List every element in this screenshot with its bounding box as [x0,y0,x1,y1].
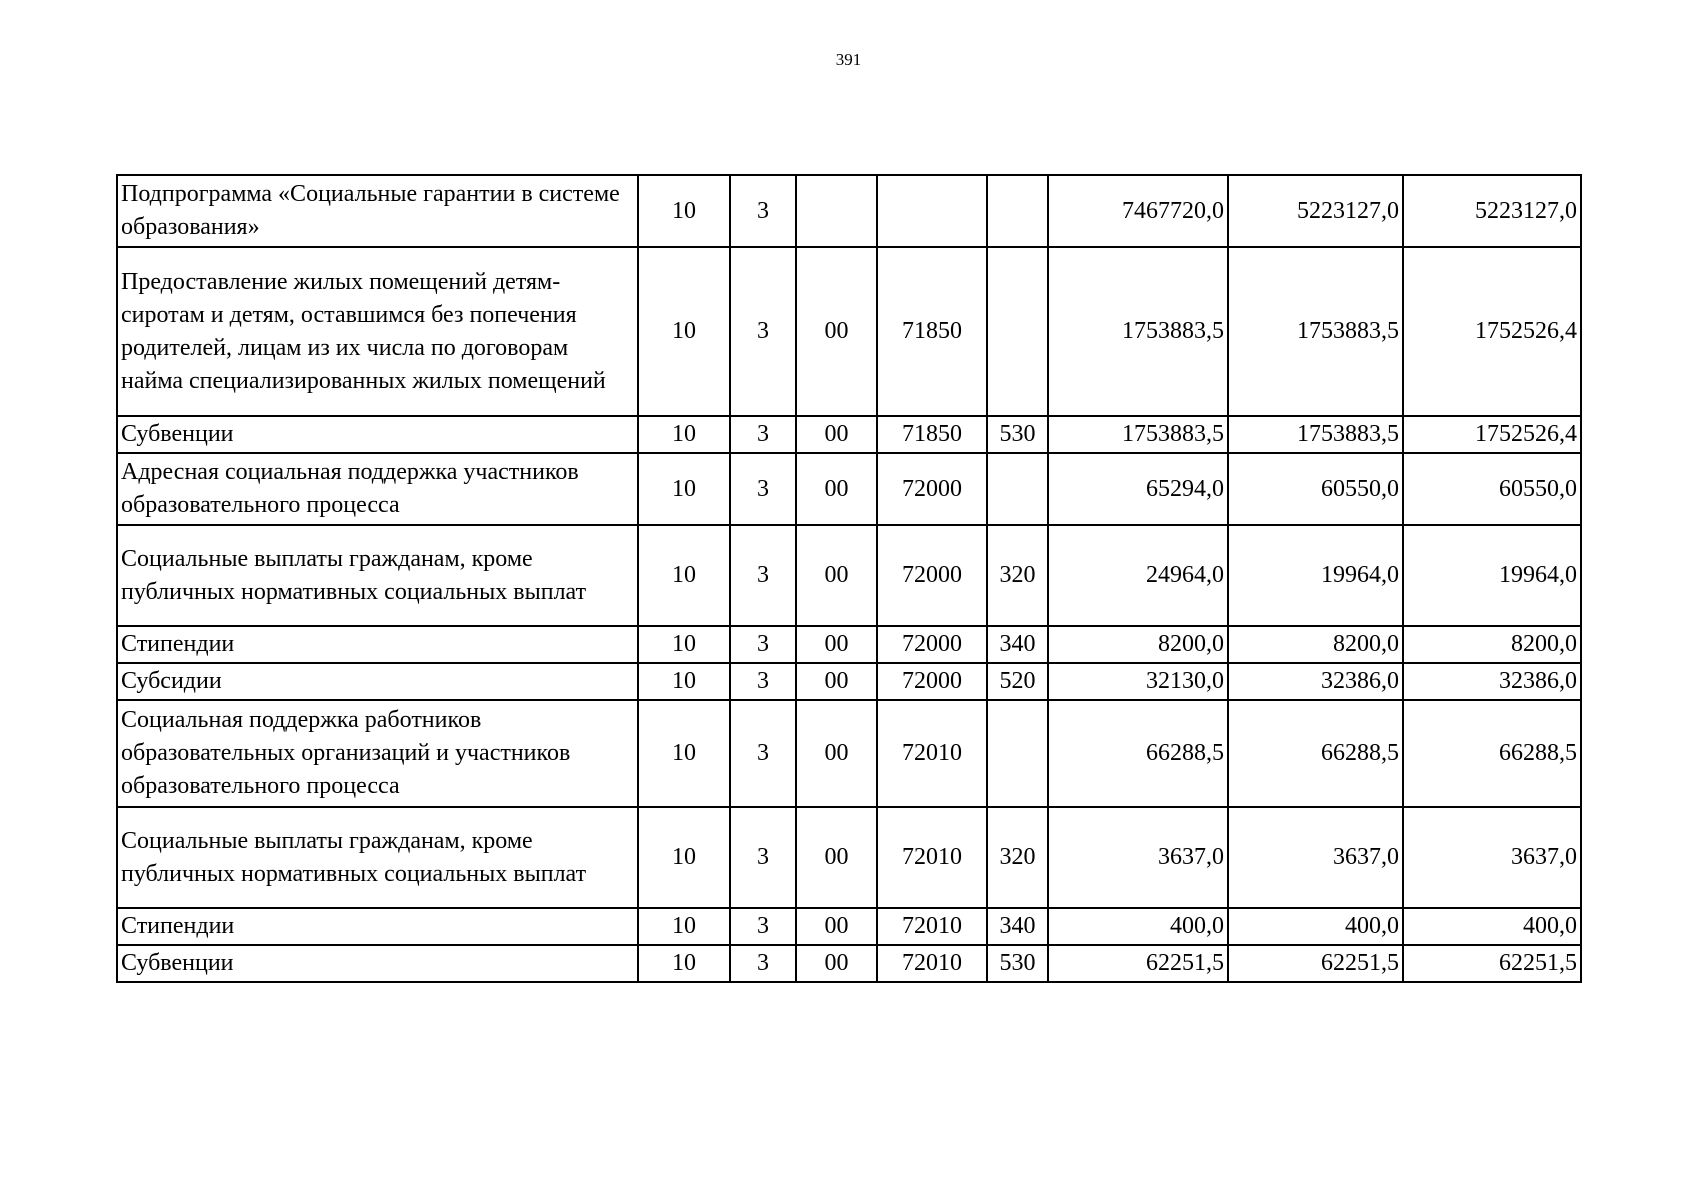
row-name: Стипендии [117,626,638,663]
amount-1: 1753883,5 [1048,247,1228,416]
expense-type-code [987,700,1048,807]
target-item-code: 72010 [877,807,987,908]
amount-1: 24964,0 [1048,525,1228,626]
target-item-code: 72010 [877,945,987,982]
amount-1: 65294,0 [1048,453,1228,525]
row-name: Предоставление жилых помещений детям-сиротам и детям, оставшимся без попечения родителей, лицам из их числа по договорам найма специализированных жилых помещений [117,247,638,416]
amount-3: 5223127,0 [1403,175,1581,247]
amount-2: 32386,0 [1228,663,1403,700]
target-item-code: 72010 [877,908,987,945]
expense-type-code: 320 [987,525,1048,626]
table-row [117,416,1581,453]
amount-3: 66288,5 [1403,700,1581,807]
amount-1: 400,0 [1048,908,1228,945]
target-item-code: 72000 [877,663,987,700]
amount-2: 400,0 [1228,908,1403,945]
section-code: 10 [638,945,730,982]
table-row [117,807,1581,908]
row-name: Социальная поддержка работников образовательных организаций и участников образовательного процесса [117,700,638,807]
expense-type-code: 530 [987,945,1048,982]
section-code: 10 [638,663,730,700]
row-name: Социальные выплаты гражданам, кроме публичных нормативных социальных выплат [117,807,638,908]
program-code: 00 [796,908,877,945]
target-item-code: 72000 [877,525,987,626]
amount-3: 3637,0 [1403,807,1581,908]
target-item-code: 72010 [877,700,987,807]
program-code: 00 [796,247,877,416]
subsection-code: 3 [730,700,796,807]
row-name: Субсидии [117,663,638,700]
target-item-code: 72000 [877,453,987,525]
row-name: Подпрограмма «Социальные гарантии в системе образования» [117,175,638,247]
amount-3: 19964,0 [1403,525,1581,626]
table-row [117,247,1581,416]
amount-3: 1752526,4 [1403,416,1581,453]
section-code: 10 [638,525,730,626]
table-row [117,525,1581,626]
amount-2: 1753883,5 [1228,247,1403,416]
row-name: Социальные выплаты гражданам, кроме публичных нормативных социальных выплат [117,525,638,626]
amount-3: 32386,0 [1403,663,1581,700]
expense-type-code [987,175,1048,247]
section-code: 10 [638,416,730,453]
table-row [117,663,1581,700]
expense-type-code: 340 [987,908,1048,945]
amount-2: 19964,0 [1228,525,1403,626]
section-code: 10 [638,453,730,525]
section-code: 10 [638,700,730,807]
table-row [117,908,1581,945]
table-row [117,700,1581,807]
amount-1: 62251,5 [1048,945,1228,982]
amount-2: 8200,0 [1228,626,1403,663]
amount-1: 32130,0 [1048,663,1228,700]
amount-1: 1753883,5 [1048,416,1228,453]
section-code: 10 [638,626,730,663]
expense-type-code: 530 [987,416,1048,453]
row-name: Субвенции [117,416,638,453]
subsection-code: 3 [730,945,796,982]
expense-type-code [987,453,1048,525]
amount-3: 60550,0 [1403,453,1581,525]
program-code: 00 [796,453,877,525]
subsection-code: 3 [730,525,796,626]
amount-2: 66288,5 [1228,700,1403,807]
program-code: 00 [796,626,877,663]
table-row [117,175,1581,247]
program-code [796,175,877,247]
subsection-code: 3 [730,663,796,700]
amount-2: 60550,0 [1228,453,1403,525]
amount-2: 3637,0 [1228,807,1403,908]
expense-type-code: 320 [987,807,1048,908]
amount-3: 1752526,4 [1403,247,1581,416]
section-code: 10 [638,175,730,247]
subsection-code: 3 [730,416,796,453]
amount-3: 62251,5 [1403,945,1581,982]
program-code: 00 [796,807,877,908]
section-code: 10 [638,807,730,908]
amount-1: 3637,0 [1048,807,1228,908]
program-code: 00 [796,945,877,982]
budget-table [116,174,1582,983]
program-code: 00 [796,416,877,453]
target-item-code: 71850 [877,416,987,453]
section-code: 10 [638,247,730,416]
amount-3: 400,0 [1403,908,1581,945]
row-name: Стипендии [117,908,638,945]
section-code: 10 [638,908,730,945]
amount-2: 5223127,0 [1228,175,1403,247]
row-name: Адресная социальная поддержка участников образовательного процесса [117,453,638,525]
program-code: 00 [796,700,877,807]
target-item-code: 72000 [877,626,987,663]
expense-type-code: 520 [987,663,1048,700]
amount-3: 8200,0 [1403,626,1581,663]
subsection-code: 3 [730,626,796,663]
table-row [117,626,1581,663]
subsection-code: 3 [730,453,796,525]
amount-2: 1753883,5 [1228,416,1403,453]
table-row [117,453,1581,525]
page-number: 391 [835,50,862,69]
subsection-code: 3 [730,175,796,247]
expense-type-code: 340 [987,626,1048,663]
program-code: 00 [796,663,877,700]
target-item-code: 71850 [877,247,987,416]
row-name: Субвенции [117,945,638,982]
subsection-code: 3 [730,247,796,416]
program-code: 00 [796,525,877,626]
subsection-code: 3 [730,807,796,908]
amount-1: 7467720,0 [1048,175,1228,247]
target-item-code [877,175,987,247]
subsection-code: 3 [730,908,796,945]
amount-2: 62251,5 [1228,945,1403,982]
expense-type-code [987,247,1048,416]
amount-1: 8200,0 [1048,626,1228,663]
table-row [117,945,1581,982]
amount-1: 66288,5 [1048,700,1228,807]
